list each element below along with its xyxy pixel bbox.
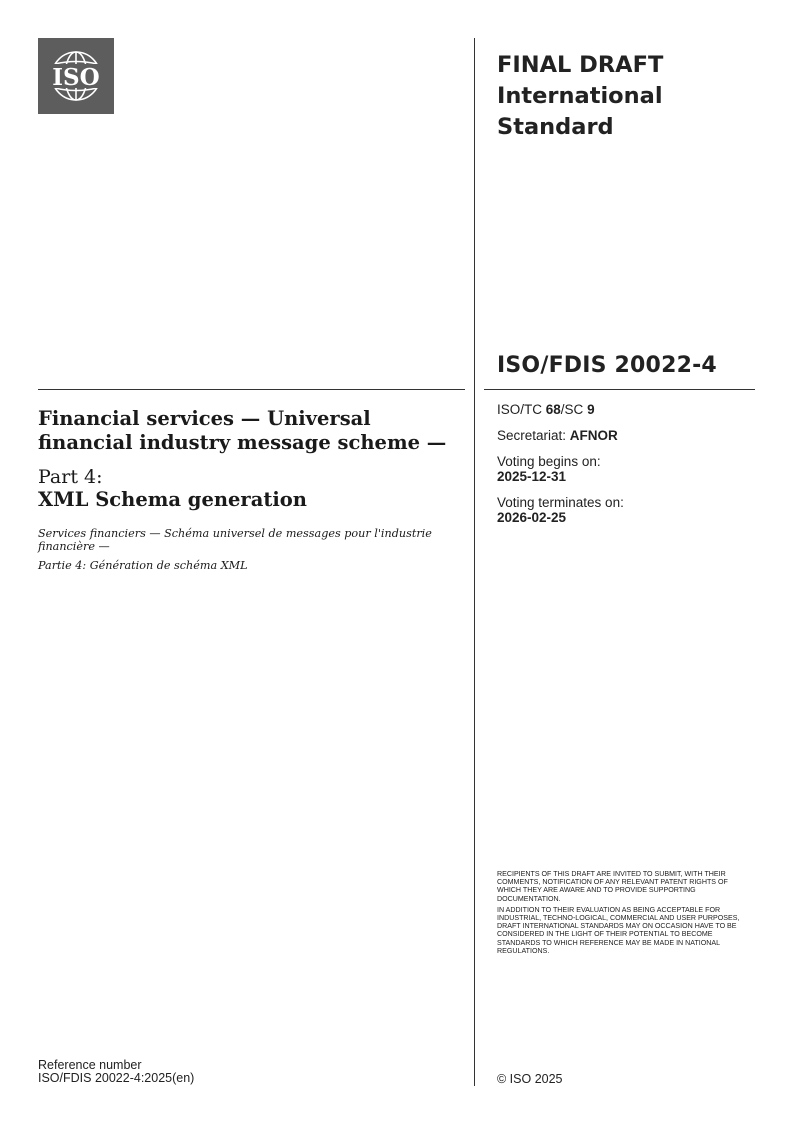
secretariat-value: AFNOR — [569, 428, 618, 443]
status-line-standard: Standard — [497, 114, 614, 140]
copyright-notice: © ISO 2025 — [497, 1072, 563, 1086]
voting-begins — [497, 454, 747, 484]
vertical-divider — [474, 38, 475, 1086]
draft-notice — [497, 870, 747, 958]
reference-number — [38, 1059, 194, 1085]
voting-begins-date: 2025-12-31 — [497, 469, 567, 484]
reference-label: Reference number — [38, 1058, 142, 1072]
part-label: Part 4: — [38, 466, 103, 488]
committee-line — [497, 402, 747, 417]
document-status-heading — [497, 50, 663, 143]
left-horizontal-rule — [38, 389, 465, 390]
voting-terminates-label: Voting terminates on: — [497, 495, 624, 510]
iso-globe-logo-icon — [38, 38, 114, 114]
voting-terminates-date: 2026-02-25 — [497, 510, 567, 525]
voting-terminates — [497, 495, 747, 525]
logo-text: ISO — [52, 64, 100, 91]
secretariat-line — [497, 428, 747, 443]
reference-value: ISO/FDIS 20022-4:2025(en) — [38, 1071, 195, 1085]
french-part-title: Partie 4: Génération de schéma XML — [38, 559, 248, 572]
secretariat-label: Secretariat: — [497, 428, 570, 443]
document-metadata — [497, 402, 747, 536]
committee-prefix: ISO/TC — [497, 402, 546, 417]
title-block — [38, 407, 448, 573]
voting-begins-label: Voting begins on: — [497, 454, 601, 469]
french-title: Services financiers — Schéma universel de messages pour l'industrie financière — — [38, 527, 432, 553]
part-title: XML Schema generation — [38, 488, 307, 511]
iso-logo — [38, 38, 114, 114]
notice-paragraph-patents: RECIPIENTS OF THIS DRAFT ARE INVITED TO SUBMIT, WITH THEIR COMMENTS, NOTIFICATION OF ANY RELEVANT PATENT RIGHTS OF WHICH THEY ARE AWARE AND TO PROVIDE SUPPORTING DOCUMENTATION. — [497, 870, 728, 903]
sc-number: 9 — [587, 402, 595, 417]
right-horizontal-rule — [484, 389, 755, 390]
tc-number: 68 — [545, 402, 561, 417]
notice-paragraph-evaluation: IN ADDITION TO THEIR EVALUATION AS BEING ACCEPTABLE FOR INDUSTRIAL, TECHNO-LOGICAL, COMMERCIAL AND USER PURPOSES, DRAFT INTERNATIONAL STANDARDS MAY ON OCCASION HAVE TO BE CONSIDERED IN THE LIGHT OF THEIR POTENTIAL TO BECOME STANDARDS TO WHICH REFERENCE MAY BE MADE IN NATIONAL REGULATIONS. — [497, 905, 740, 955]
standard-number: ISO/FDIS 20022-4 — [497, 353, 717, 378]
main-title: Financial services — Universal financial industry message scheme — — [38, 407, 447, 454]
status-line-final-draft: FINAL DRAFT — [497, 52, 664, 78]
sc-prefix: /SC — [560, 402, 588, 417]
status-line-international: International — [497, 83, 663, 109]
